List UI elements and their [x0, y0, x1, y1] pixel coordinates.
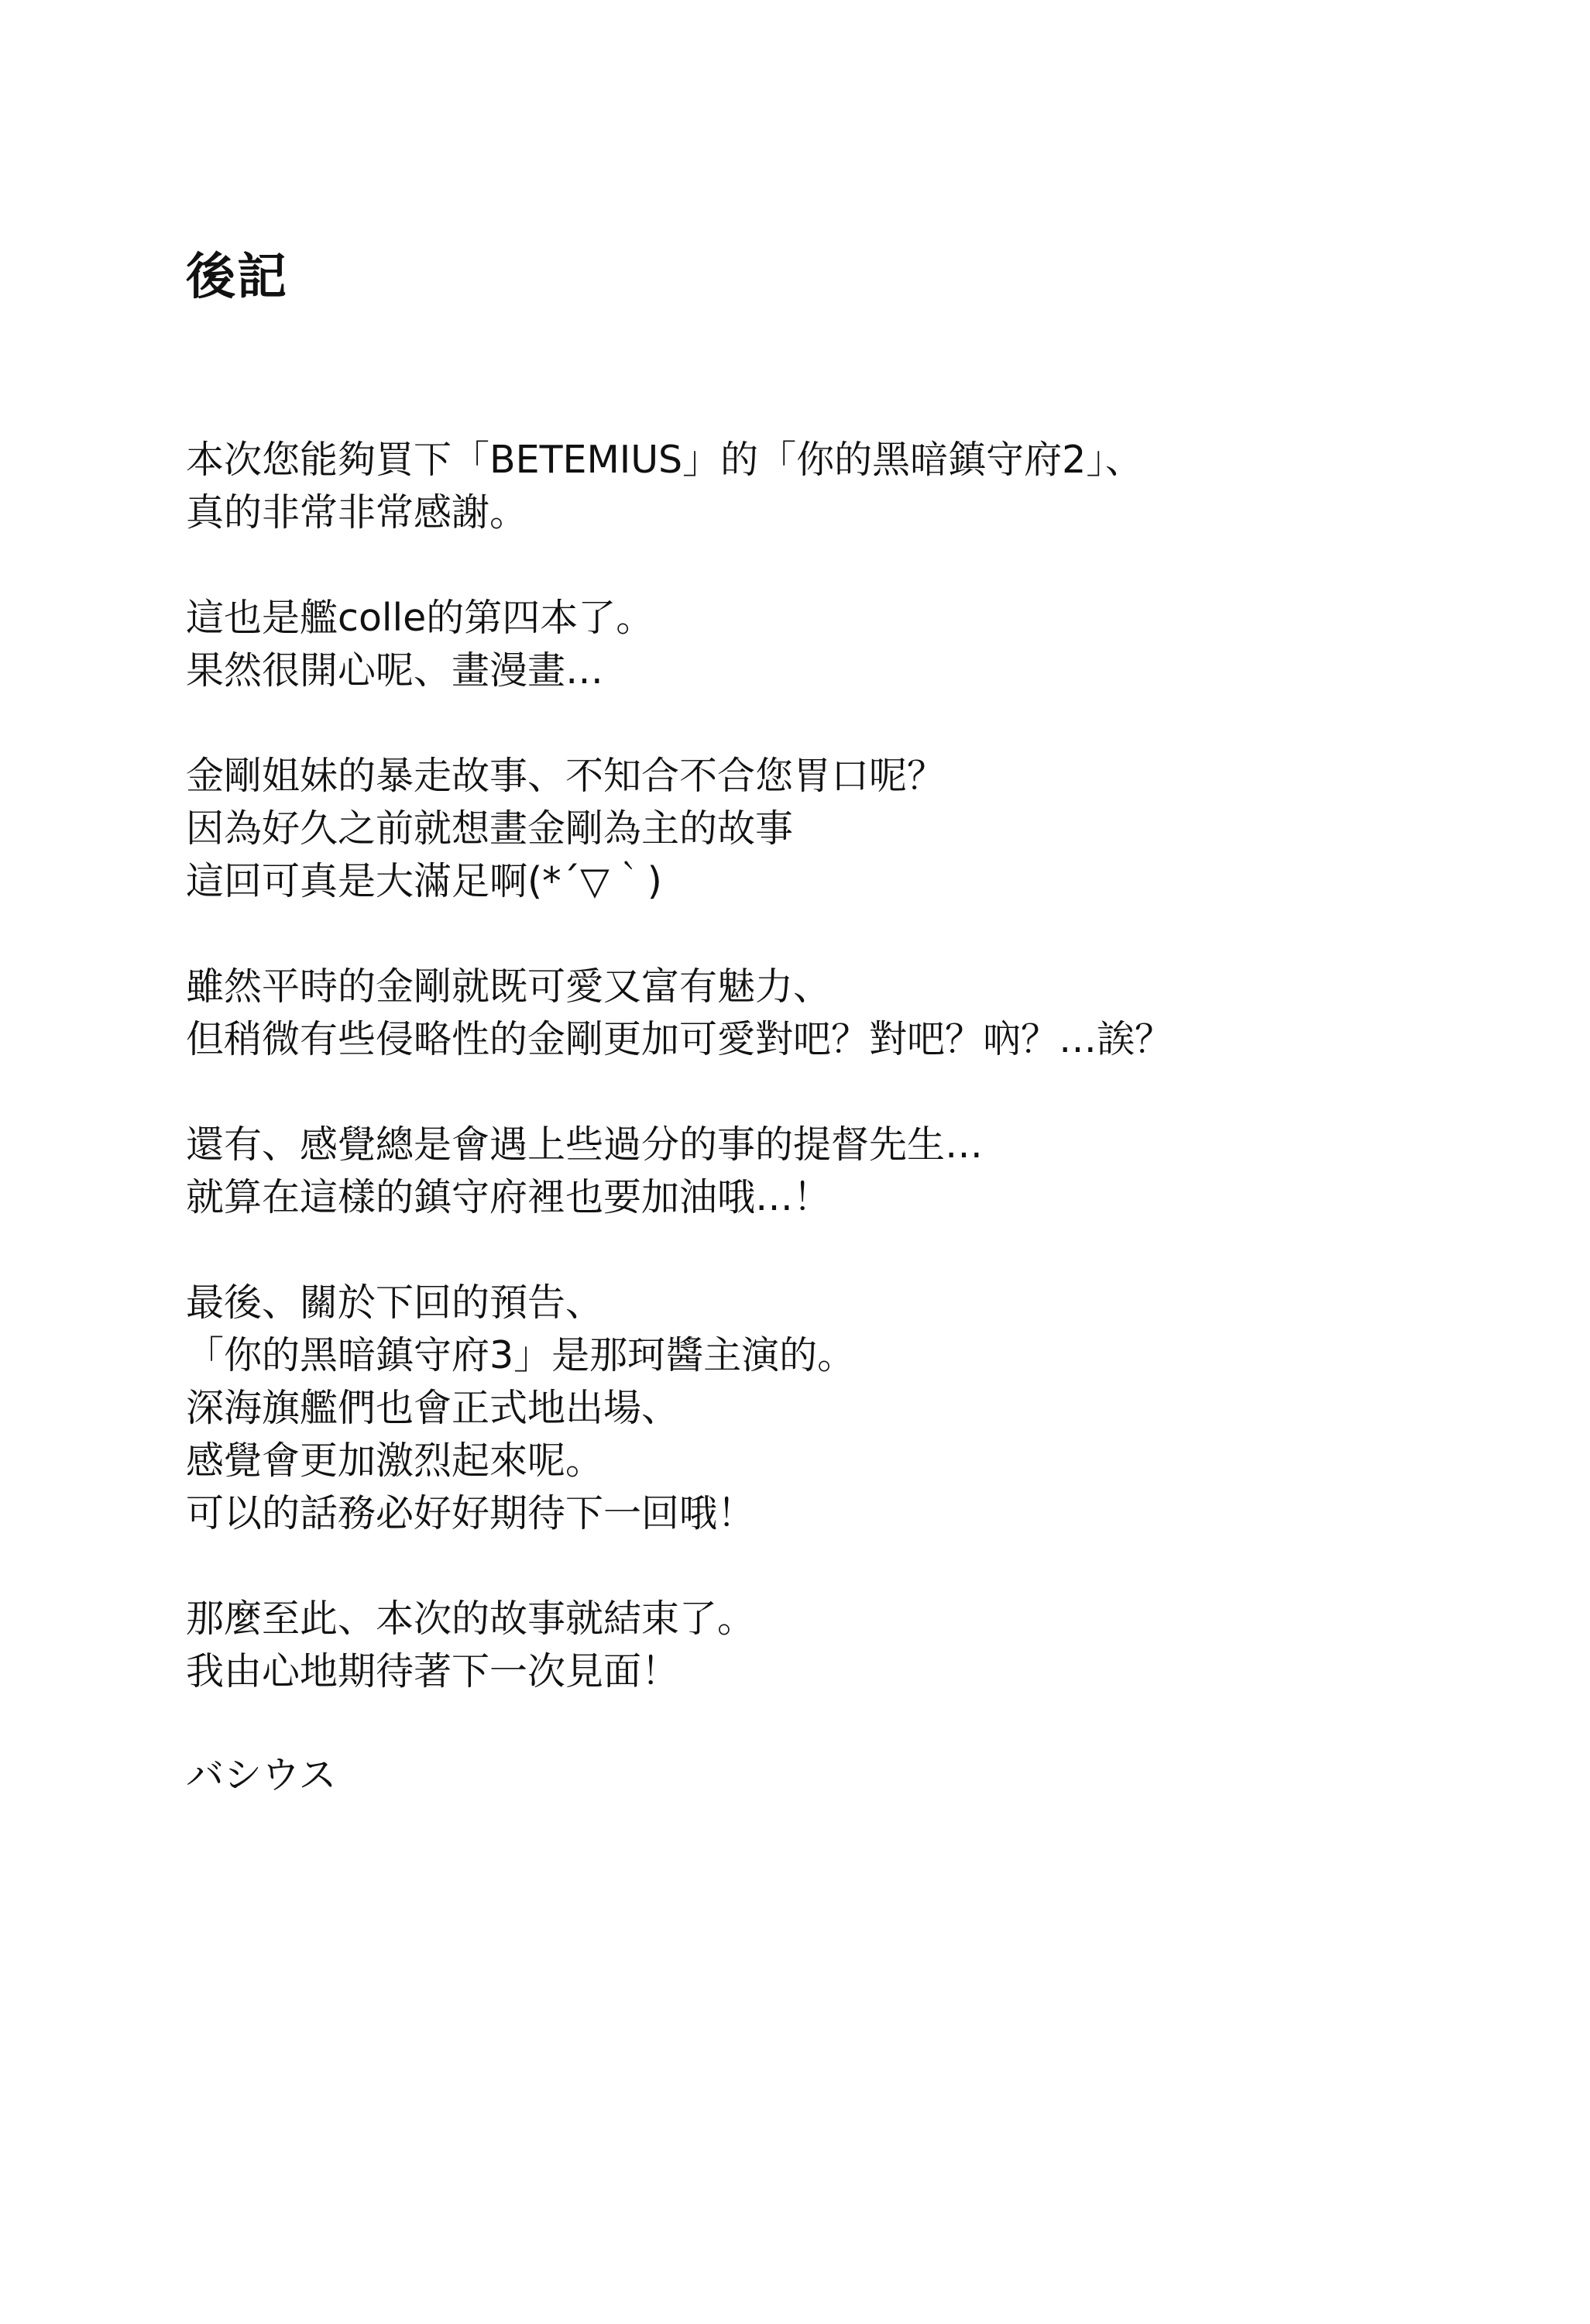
text-line: 最後、關於下回的預告、 [186, 1281, 604, 1325]
text-line: 感覺會更加激烈起來呢。 [186, 1439, 604, 1483]
paragraph-3 [186, 750, 1502, 908]
text-line: 還有、感覺總是會遇上些過分的事的提督先生… [186, 1122, 984, 1167]
text-line: 這回可真是大滿足啊(*´▽｀) [186, 859, 662, 903]
paragraph-6 [186, 1277, 1502, 1540]
page-title: 後記 [186, 249, 288, 306]
text-line: 金剛姐妹的暴走故事、不知合不合您胃口呢？ [186, 754, 946, 798]
text-line: 那麼至此、本次的故事就結束了。 [186, 1597, 756, 1641]
text-line: 深海旗艦們也會正式地出場、 [186, 1386, 680, 1430]
paragraph-4 [186, 961, 1502, 1066]
paragraph-7 [186, 1593, 1502, 1698]
text-line: 「你的黑暗鎮守府3」是那珂醬主演的。 [186, 1333, 856, 1377]
text-line: 這也是艦colle的第四本了。 [186, 596, 654, 640]
text-line: 真的非常非常感謝。 [186, 490, 528, 535]
paragraph-2 [186, 592, 1502, 697]
text-line: 我由心地期待著下一次見面！ [186, 1649, 680, 1693]
text-line: 因為好久之前就想畫金剛為主的故事 [186, 806, 794, 851]
text-line: 就算在這樣的鎮守府裡也要加油哦…！ [186, 1175, 832, 1219]
afterword-body [186, 434, 1502, 1751]
text-line: 但稍微有些侵略性的金剛更加可愛對吧？對吧？吶？…誒？ [186, 1017, 1173, 1061]
author-signature: バシウス [186, 1753, 337, 1797]
text-line: 可以的話務必好好期待下一回哦！ [186, 1491, 756, 1535]
text-line: 本次您能夠買下「BETEMIUS」的「你的黑暗鎮守府2」、 [186, 438, 1143, 482]
text-line: 果然很開心呢、畫漫畫… [186, 648, 604, 693]
paragraph-5 [186, 1119, 1502, 1224]
text-line: 雖然平時的金剛就既可愛又富有魅力、 [186, 964, 832, 1009]
paragraph-1 [186, 434, 1502, 539]
